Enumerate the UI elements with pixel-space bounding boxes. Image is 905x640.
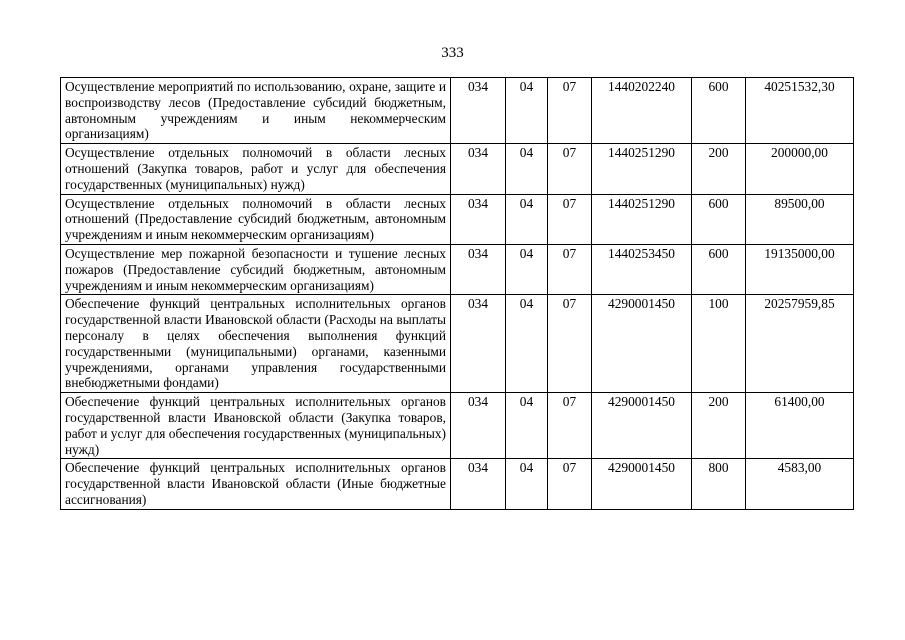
subsection-code: 07 — [548, 78, 592, 144]
section-code: 04 — [506, 78, 548, 144]
table-row — [61, 144, 854, 194]
subsection-code: 07 — [548, 194, 592, 244]
target-article-code: 1440251290 — [592, 194, 692, 244]
section-code: 04 — [506, 194, 548, 244]
amount: 40251532,30 — [746, 78, 854, 144]
row-description: Осуществление мероприятий по использованию, охране, защите и воспроизводству лесов (Предоставление субсидий бюджетным, автономным учреждениям и иным некоммерческим организациям) — [61, 78, 451, 144]
expense-type-code: 200 — [692, 393, 746, 459]
section-code: 04 — [506, 393, 548, 459]
row-description: Осуществление отдельных полномочий в области лесных отношений (Закупка товаров, работ и услуг для обеспечения государственных (муниципальных) нужд) — [61, 144, 451, 194]
table-row — [61, 295, 854, 393]
table-row — [61, 393, 854, 459]
row-description: Обеспечение функций центральных исполнительных органов государственной власти Ивановской области (Закупка товаров, работ и услуг для обеспечения государственных (муниципальных) нужд) — [61, 393, 451, 459]
subsection-code: 07 — [548, 144, 592, 194]
target-article-code: 1440253450 — [592, 244, 692, 294]
row-description: Обеспечение функций центральных исполнительных органов государственной власти Ивановской области (Иные бюджетные ассигнования) — [61, 459, 451, 509]
ministry-code: 034 — [451, 78, 506, 144]
page-number: 333 — [441, 45, 464, 61]
table-row — [61, 194, 854, 244]
section-code: 04 — [506, 244, 548, 294]
amount: 200000,00 — [746, 144, 854, 194]
subsection-code: 07 — [548, 244, 592, 294]
table-row — [61, 78, 854, 144]
budget-table — [60, 77, 854, 510]
target-article-code: 4290001450 — [592, 459, 692, 509]
amount: 20257959,85 — [746, 295, 854, 393]
ministry-code: 034 — [451, 393, 506, 459]
section-code: 04 — [506, 295, 548, 393]
ministry-code: 034 — [451, 194, 506, 244]
expense-type-code: 600 — [692, 194, 746, 244]
expense-type-code: 800 — [692, 459, 746, 509]
table-row — [61, 459, 854, 509]
target-article-code: 1440202240 — [592, 78, 692, 144]
ministry-code: 034 — [451, 295, 506, 393]
expense-type-code: 100 — [692, 295, 746, 393]
ministry-code: 034 — [451, 459, 506, 509]
expense-type-code: 200 — [692, 144, 746, 194]
ministry-code: 034 — [451, 244, 506, 294]
subsection-code: 07 — [548, 393, 592, 459]
section-code: 04 — [506, 144, 548, 194]
row-description: Обеспечение функций центральных исполнительных органов государственной власти Ивановской области (Расходы на выплаты персоналу в целях обеспечения выполнения функций государственными (муниципальными) органами, казенными учреждениями, органами управления государственными внебюджетными фондами) — [61, 295, 451, 393]
ministry-code: 034 — [451, 144, 506, 194]
expense-type-code: 600 — [692, 244, 746, 294]
target-article-code: 1440251290 — [592, 144, 692, 194]
row-description: Осуществление мер пожарной безопасности и тушение лесных пожаров (Предоставление субсидий бюджетным, автономным учреждениям и иным некоммерческим организациям) — [61, 244, 451, 294]
expense-type-code: 600 — [692, 78, 746, 144]
row-description: Осуществление отдельных полномочий в области лесных отношений (Предоставление субсидий бюджетным, автономным учреждениям и иным некоммерческим организациям) — [61, 194, 451, 244]
table-row — [61, 244, 854, 294]
amount: 61400,00 — [746, 393, 854, 459]
target-article-code: 4290001450 — [592, 295, 692, 393]
subsection-code: 07 — [548, 295, 592, 393]
section-code: 04 — [506, 459, 548, 509]
amount: 19135000,00 — [746, 244, 854, 294]
subsection-code: 07 — [548, 459, 592, 509]
amount: 4583,00 — [746, 459, 854, 509]
target-article-code: 4290001450 — [592, 393, 692, 459]
amount: 89500,00 — [746, 194, 854, 244]
